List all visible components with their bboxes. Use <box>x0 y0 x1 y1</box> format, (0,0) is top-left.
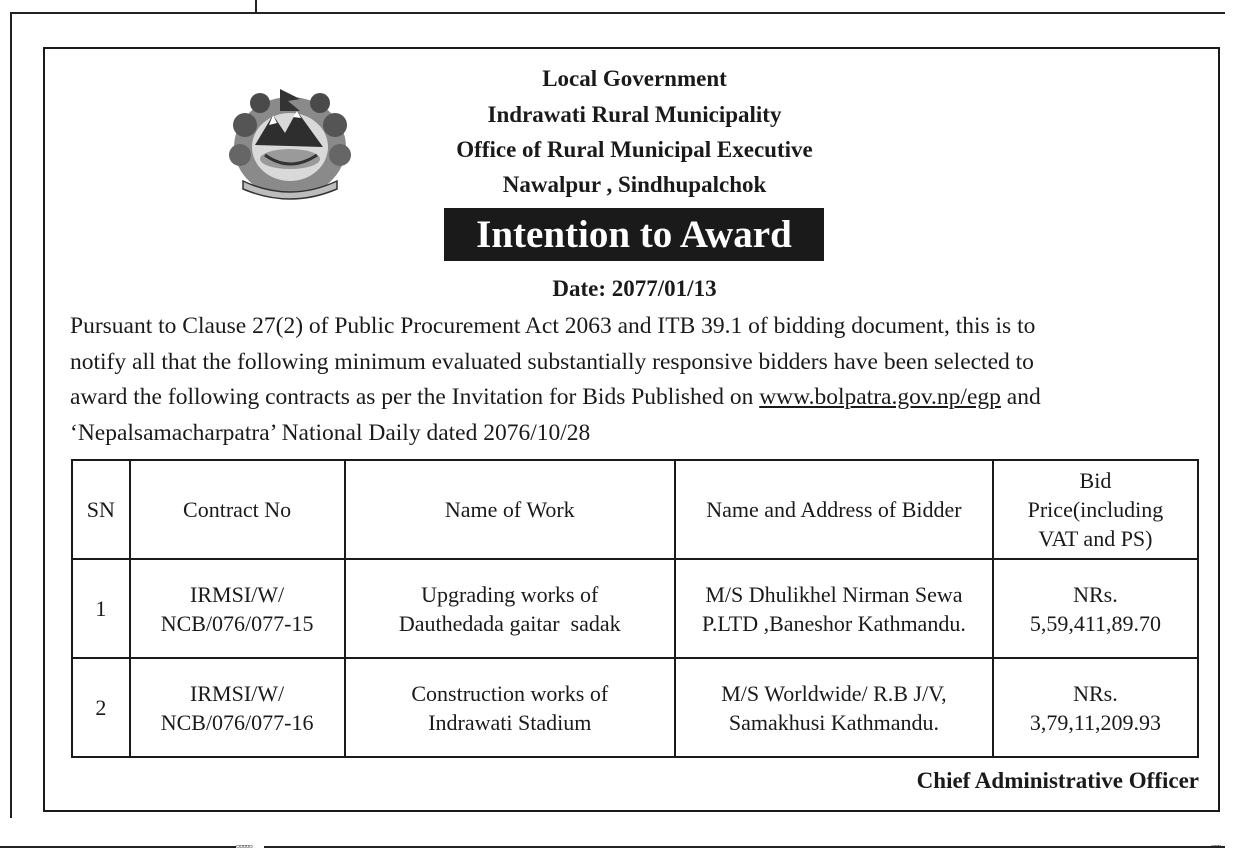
notice-body <box>70 309 1200 451</box>
signature-title: Chief Administrative Officer <box>916 768 1199 793</box>
page-rule-left <box>10 12 12 818</box>
col-header-bidder: Name and Address of Bidder <box>675 460 993 559</box>
col-header-sn: SN <box>72 460 130 559</box>
cell-contract <box>130 559 345 658</box>
body-line-3 <box>70 380 1200 416</box>
body-line-1: Pursuant to Clause 27(2) of Public Procurement Act 2063 and ITB 39.1 of bidding document, this is to <box>70 313 1036 339</box>
body-line-3-text: award the following contracts as per the Invitation for Bids Published on <box>70 384 760 410</box>
page-rule-top <box>10 12 1225 14</box>
cell-sn: 1 <box>72 559 130 658</box>
col-header-work: Name of Work <box>345 460 675 559</box>
cell-contract-l1: IRMSI/W/ <box>190 680 285 706</box>
notice-date: Date: 2077/01/13 <box>552 276 717 301</box>
body-line-2: notify all that the following minimum evaluated substantially responsive bidders have been selected to <box>70 348 1034 375</box>
col-header-price <box>993 460 1198 559</box>
cell-contract <box>130 658 345 757</box>
cell-bidder-l2: P.LTD ,Baneshor Kathmandu. <box>702 610 966 636</box>
cell-bidder-l1: M/S Dhulikhel Nirman Sewa <box>705 581 963 607</box>
cell-price-l2: 5,59,411,89.70 <box>1029 610 1162 636</box>
cell-bidder <box>675 559 993 658</box>
notice-title: Intention to Award <box>444 208 824 261</box>
cell-work-l2: Dauthedada gaitar sadak <box>398 610 621 636</box>
cell-sn: 2 <box>72 658 130 757</box>
header-office: Office of Rural Municipal Executive <box>456 137 813 162</box>
table-row <box>72 559 1198 658</box>
page-rule-tick <box>255 0 257 13</box>
col-header-price-l2: Price(including <box>1027 497 1164 522</box>
cell-work-l1: Construction works of <box>411 680 609 706</box>
cell-price <box>993 559 1198 658</box>
cell-work <box>345 658 675 757</box>
cell-price-l1: NRs. <box>1073 680 1118 706</box>
header-municipality: Indrawati Rural Municipality <box>487 102 782 127</box>
table-row <box>72 658 1198 757</box>
page-rule-bottom-left <box>0 846 236 848</box>
header-address: Nawalpur , Sindhupalchok <box>502 172 767 197</box>
page-rule-bottom-right <box>264 846 1225 848</box>
cell-work <box>345 559 675 658</box>
cell-bidder-l2: Samakhusi Kathmandu. <box>728 709 940 735</box>
awards-table <box>71 459 1199 758</box>
cell-contract-l1: IRMSI/W/ <box>190 581 285 607</box>
cell-price-l2: 3,79,11,209.93 <box>1029 709 1162 735</box>
col-header-price-l3: VAT and PS) <box>1038 526 1153 551</box>
cell-work-l1: Upgrading works of <box>421 581 599 607</box>
egp-link[interactable]: www.bolpatra.gov.np/egp <box>759 384 1001 410</box>
header-local-government: Local Government <box>542 66 727 91</box>
crop-mark-icon: ▫▫▫▫▫ <box>236 842 253 850</box>
body-line-4: ‘Nepalsamacharpatra’ National Daily dated 2076/10/28 <box>70 419 591 446</box>
col-header-contract: Contract No <box>130 460 345 559</box>
cell-contract-l2: NCB/076/077-15 <box>160 610 314 636</box>
col-header-price-l1: Bid <box>1079 468 1112 493</box>
crop-mark-icon: ▫▫▫ <box>1211 842 1221 850</box>
cell-contract-l2: NCB/076/077-16 <box>160 709 314 735</box>
table-header-row <box>72 460 1198 559</box>
cell-price <box>993 658 1198 757</box>
body-line-3-end: and <box>1000 384 1041 410</box>
cell-work-l2: Indrawati Stadium <box>428 709 592 735</box>
cell-bidder <box>675 658 993 757</box>
cell-bidder-l1: M/S Worldwide/ R.B J/V, <box>721 680 947 706</box>
cell-price-l1: NRs. <box>1073 581 1118 607</box>
